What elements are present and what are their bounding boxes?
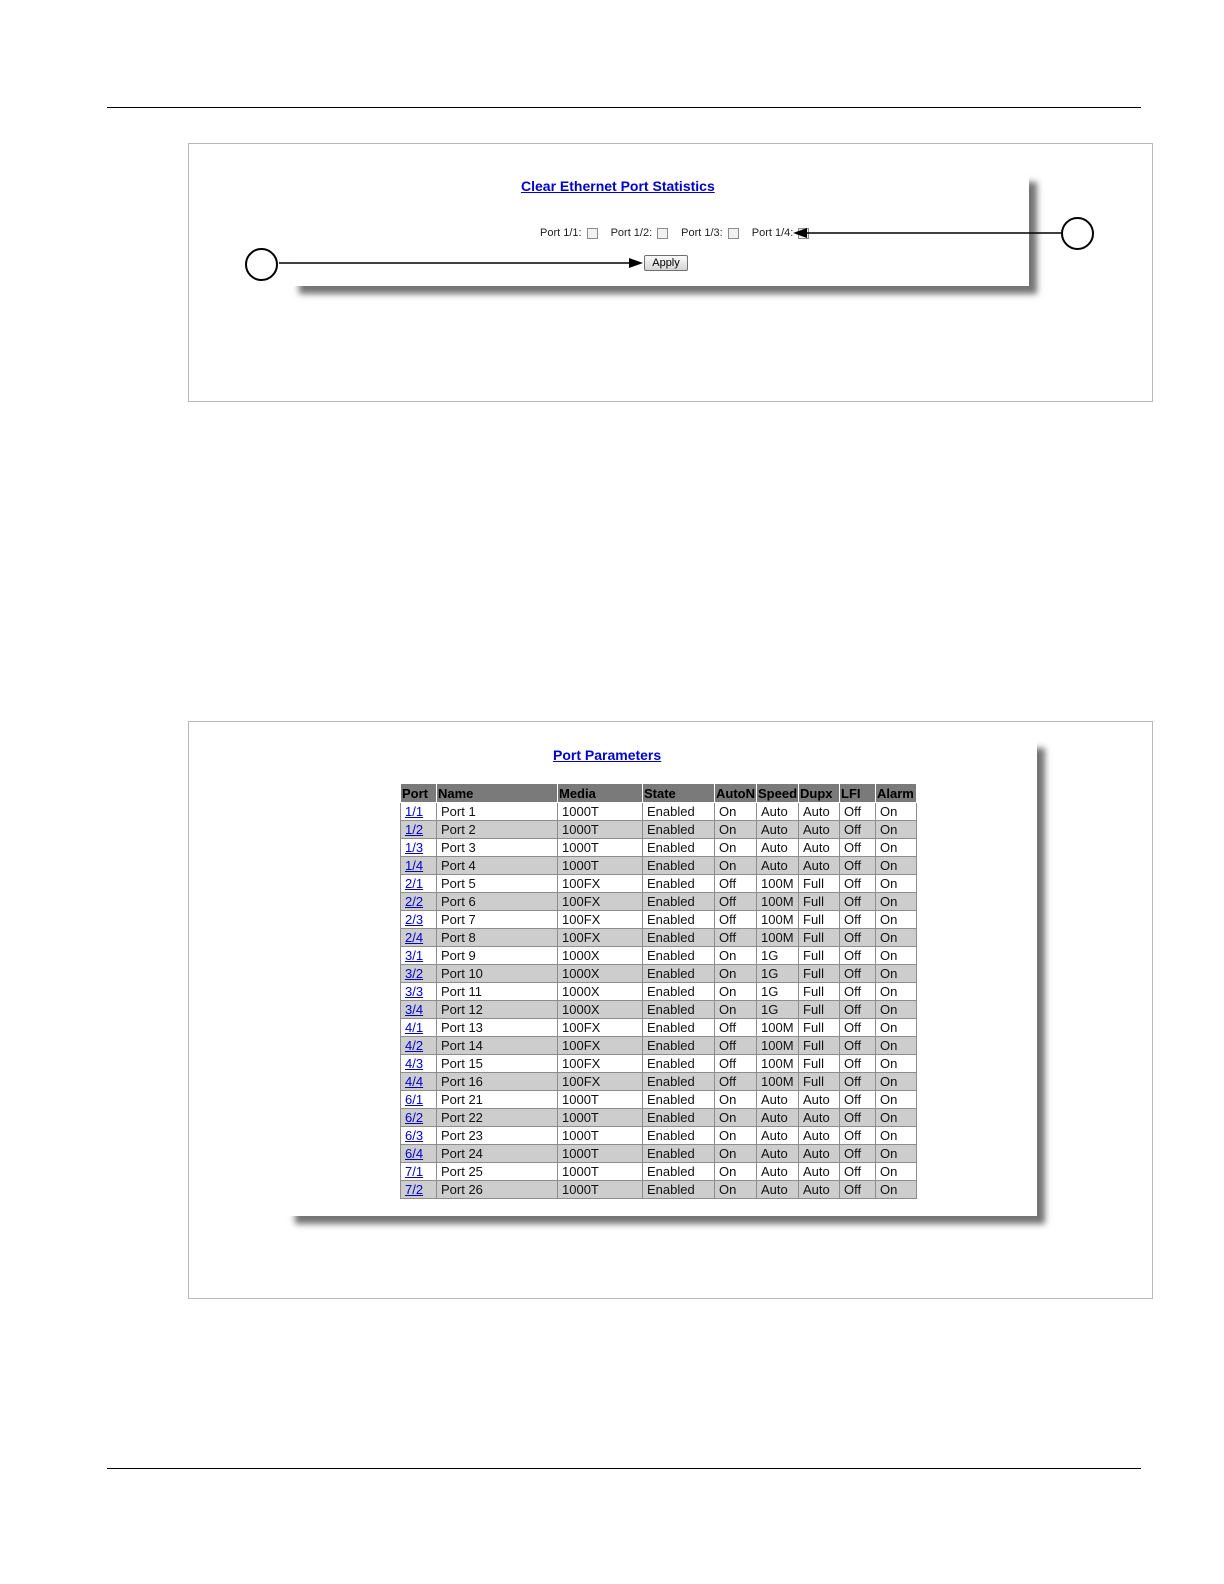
port-lfi-cell: Off (840, 1127, 876, 1145)
port-state-cell: Enabled (643, 965, 715, 983)
port-alarm-cell: On (876, 1055, 917, 1073)
port-speed-cell: Auto (757, 821, 799, 839)
port-link[interactable]: 6/4 (405, 1146, 424, 1161)
port-state-cell: Enabled (643, 1037, 715, 1055)
port-media-cell: 1000T (558, 857, 643, 875)
callout-arrows (189, 144, 1152, 401)
port-link-cell (401, 983, 437, 1001)
port-lfi-cell: Off (840, 983, 876, 1001)
port-media-cell: 1000X (558, 965, 643, 983)
port-duplex-cell: Auto (799, 839, 840, 857)
column-header: Dupx (799, 784, 840, 803)
port-speed-cell: Auto (757, 1163, 799, 1181)
port-link-cell (401, 1091, 437, 1109)
port-link-cell (401, 1019, 437, 1037)
port-media-cell: 100FX (558, 911, 643, 929)
table-row (401, 1037, 917, 1055)
table-row (401, 875, 917, 893)
table-row (401, 1181, 917, 1199)
port-label: Port 1/1: (540, 227, 582, 239)
port-media-cell: 1000T (558, 1091, 643, 1109)
port-state-cell: Enabled (643, 857, 715, 875)
port-parameters-body (401, 803, 917, 1199)
port-state-cell: Enabled (643, 1073, 715, 1091)
port-media-cell: 1000T (558, 803, 643, 821)
port-link[interactable]: 2/2 (405, 894, 424, 909)
column-header: State (643, 784, 715, 803)
port-alarm-cell: On (876, 1145, 917, 1163)
table-row (401, 911, 917, 929)
port-link-cell (401, 947, 437, 965)
port-lfi-cell: Off (840, 1019, 876, 1037)
port-speed-cell: Auto (757, 1091, 799, 1109)
port-media-cell: 1000X (558, 947, 643, 965)
port-link-cell (401, 803, 437, 821)
port-media-cell: 1000T (558, 1109, 643, 1127)
port-parameters-title[interactable]: Port Parameters (553, 747, 662, 763)
port-state-cell: Enabled (643, 1019, 715, 1037)
port-link[interactable]: 4/3 (405, 1056, 424, 1071)
port-link-cell (401, 1109, 437, 1127)
port-duplex-cell: Full (799, 983, 840, 1001)
port-media-cell: 1000X (558, 1001, 643, 1019)
port-link[interactable]: 1/2 (405, 822, 424, 837)
port-link[interactable]: 4/4 (405, 1074, 424, 1089)
port-alarm-cell: On (876, 803, 917, 821)
port-state-cell: Enabled (643, 893, 715, 911)
port-alarm-cell: On (876, 1037, 917, 1055)
table-row (401, 965, 917, 983)
port-speed-cell: 100M (757, 1019, 799, 1037)
port-state-cell: Enabled (643, 821, 715, 839)
port-state-cell: Enabled (643, 1145, 715, 1163)
table-row (401, 1109, 917, 1127)
port-media-cell: 1000T (558, 1163, 643, 1181)
column-header: Port (401, 784, 437, 803)
port-name-cell: Port 14 (437, 1037, 558, 1055)
port-link[interactable]: 4/2 (405, 1038, 424, 1053)
table-row (401, 1055, 917, 1073)
port-alarm-cell: On (876, 1001, 917, 1019)
port-duplex-cell: Auto (799, 1145, 840, 1163)
port-state-cell: Enabled (643, 947, 715, 965)
port-auton-cell: On (715, 1127, 757, 1145)
port-alarm-cell: On (876, 893, 917, 911)
table-row (401, 1073, 917, 1091)
port-label: Port 1/2: (610, 227, 653, 239)
column-header: LFI (840, 784, 876, 803)
port-alarm-cell: On (876, 1109, 917, 1127)
port-lfi-cell: Off (840, 965, 876, 983)
port-media-cell: 100FX (558, 1037, 643, 1055)
port-auton-cell: On (715, 1181, 757, 1199)
port-lfi-cell: Off (840, 1145, 876, 1163)
port-name-cell: Port 16 (437, 1073, 558, 1091)
port-name-cell: Port 23 (437, 1127, 558, 1145)
port-alarm-cell: On (876, 1163, 917, 1181)
port-name-cell: Port 15 (437, 1055, 558, 1073)
port-speed-cell: 1G (757, 947, 799, 965)
port-speed-cell: Auto (757, 1181, 799, 1199)
port-state-cell: Enabled (643, 911, 715, 929)
port-duplex-cell: Full (799, 1055, 840, 1073)
port-speed-cell: 1G (757, 983, 799, 1001)
port-media-cell: 1000T (558, 1181, 643, 1199)
port-link-cell (401, 1181, 437, 1199)
port-link-cell (401, 893, 437, 911)
port-state-cell: Enabled (643, 1001, 715, 1019)
port-state-cell: Enabled (643, 839, 715, 857)
port-duplex-cell: Auto (799, 1181, 840, 1199)
port-link-cell (401, 929, 437, 947)
port-auton-cell: On (715, 857, 757, 875)
port-speed-cell: 1G (757, 965, 799, 983)
port-label: Port 1/4: (751, 227, 794, 239)
port-speed-cell: 100M (757, 1073, 799, 1091)
port-auton-cell: Off (715, 875, 757, 893)
port-alarm-cell: On (876, 911, 917, 929)
clear-statistics-title[interactable]: Clear Ethernet Port Statistics (521, 178, 715, 194)
callout-circle-right (1061, 217, 1094, 250)
port-link-cell (401, 965, 437, 983)
port-duplex-cell: Auto (799, 1091, 840, 1109)
port-name-cell: Port 9 (437, 947, 558, 965)
port-auton-cell: On (715, 1145, 757, 1163)
port-alarm-cell: On (876, 929, 917, 947)
port-lfi-cell: Off (840, 1163, 876, 1181)
port-lfi-cell: Off (840, 857, 876, 875)
table-row (401, 803, 917, 821)
port-media-cell: 100FX (558, 875, 643, 893)
port-link[interactable]: 2/4 (405, 930, 424, 945)
port-lfi-cell: Off (840, 821, 876, 839)
port-link[interactable]: 3/1 (405, 948, 424, 963)
port-auton-cell: On (715, 821, 757, 839)
header-rule (107, 107, 1141, 108)
callout-arrowhead-right (793, 228, 807, 238)
port-auton-cell: On (715, 1109, 757, 1127)
port-state-cell: Enabled (643, 929, 715, 947)
port-link-cell (401, 1163, 437, 1181)
port-duplex-cell: Full (799, 947, 840, 965)
port-state-cell: Enabled (643, 1127, 715, 1145)
port-link[interactable]: 2/3 (405, 912, 424, 927)
port-alarm-cell: On (876, 875, 917, 893)
port-media-cell: 1000T (558, 1127, 643, 1145)
port-state-cell: Enabled (643, 1091, 715, 1109)
port-link-cell (401, 1127, 437, 1145)
port-name-cell: Port 25 (437, 1163, 558, 1181)
port-auton-cell: On (715, 839, 757, 857)
port-alarm-cell: On (876, 857, 917, 875)
port-alarm-cell: On (876, 983, 917, 1001)
port-auton-cell: Off (715, 1037, 757, 1055)
port-lfi-cell: Off (840, 1109, 876, 1127)
port-alarm-cell: On (876, 1127, 917, 1145)
port-auton-cell: Off (715, 929, 757, 947)
port-auton-cell: On (715, 947, 757, 965)
port-link-cell (401, 1073, 437, 1091)
port-speed-cell: 100M (757, 929, 799, 947)
table-row (401, 1091, 917, 1109)
port-speed-cell: Auto (757, 839, 799, 857)
port-state-cell: Enabled (643, 875, 715, 893)
port-link[interactable]: 6/3 (405, 1128, 424, 1143)
port-speed-cell: 100M (757, 875, 799, 893)
port-media-cell: 100FX (558, 1073, 643, 1091)
port-duplex-cell: Full (799, 1037, 840, 1055)
port-media-cell: 100FX (558, 1019, 643, 1037)
port-lfi-cell: Off (840, 1055, 876, 1073)
table-row (401, 983, 917, 1001)
port-lfi-cell: Off (840, 929, 876, 947)
port-duplex-cell: Auto (799, 803, 840, 821)
port-speed-cell: Auto (757, 1127, 799, 1145)
port-state-cell: Enabled (643, 803, 715, 821)
port-speed-cell: 100M (757, 1037, 799, 1055)
port-media-cell: 1000T (558, 1145, 643, 1163)
table-header-row (401, 784, 917, 803)
port-link-cell (401, 911, 437, 929)
port-link[interactable]: 3/4 (405, 1002, 424, 1017)
port-alarm-cell: On (876, 965, 917, 983)
table-row (401, 1019, 917, 1037)
port-name-cell: Port 2 (437, 821, 558, 839)
port-name-cell: Port 10 (437, 965, 558, 983)
table-row (401, 839, 917, 857)
footer-rule (107, 1468, 1141, 1469)
port-duplex-cell: Auto (799, 821, 840, 839)
port-media-cell: 100FX (558, 1055, 643, 1073)
port-duplex-cell: Full (799, 893, 840, 911)
port-lfi-cell: Off (840, 893, 876, 911)
port-lfi-cell: Off (840, 947, 876, 965)
port-name-cell: Port 6 (437, 893, 558, 911)
port-link-cell (401, 839, 437, 857)
port-auton-cell: Off (715, 1073, 757, 1091)
port-duplex-cell: Full (799, 929, 840, 947)
port-alarm-cell: On (876, 1019, 917, 1037)
column-header: Media (558, 784, 643, 803)
port-media-cell: 1000T (558, 821, 643, 839)
port-state-cell: Enabled (643, 1109, 715, 1127)
port-speed-cell: 1G (757, 1001, 799, 1019)
table-row (401, 1163, 917, 1181)
port-speed-cell: Auto (757, 1145, 799, 1163)
port-media-cell: 1000T (558, 839, 643, 857)
port-speed-cell: Auto (757, 1109, 799, 1127)
port-name-cell: Port 26 (437, 1181, 558, 1199)
column-header: Name (437, 784, 558, 803)
port-duplex-cell: Auto (799, 1127, 840, 1145)
port-name-cell: Port 21 (437, 1091, 558, 1109)
port-alarm-cell: On (876, 1181, 917, 1199)
port-alarm-cell: On (876, 1073, 917, 1091)
port-lfi-cell: Off (840, 911, 876, 929)
port-lfi-cell: Off (840, 1037, 876, 1055)
port-media-cell: 100FX (558, 929, 643, 947)
port-lfi-cell: Off (840, 803, 876, 821)
table-row (401, 821, 917, 839)
port-parameters-table (400, 783, 917, 1199)
port-name-cell: Port 4 (437, 857, 558, 875)
port-alarm-cell: On (876, 839, 917, 857)
port-name-cell: Port 3 (437, 839, 558, 857)
port-duplex-cell: Full (799, 965, 840, 983)
port-lfi-cell: Off (840, 1073, 876, 1091)
apply-button[interactable]: Apply (644, 255, 688, 271)
port-media-cell: 1000X (558, 983, 643, 1001)
port-link[interactable]: 1/3 (405, 840, 424, 855)
port-lfi-cell: Off (840, 875, 876, 893)
column-header: Alarm (876, 784, 917, 803)
port-link[interactable]: 2/1 (405, 876, 424, 891)
port-speed-cell: Auto (757, 857, 799, 875)
port-auton-cell: Off (715, 1055, 757, 1073)
port-auton-cell: On (715, 965, 757, 983)
port-state-cell: Enabled (643, 1181, 715, 1199)
port-alarm-cell: On (876, 1091, 917, 1109)
callout-arrowhead-left (629, 258, 643, 268)
port-link-cell (401, 857, 437, 875)
table-row (401, 1001, 917, 1019)
port-link[interactable]: 6/1 (405, 1092, 424, 1107)
port-state-cell: Enabled (643, 983, 715, 1001)
port-duplex-cell: Full (799, 1019, 840, 1037)
port-link[interactable]: 7/1 (405, 1164, 424, 1179)
port-name-cell: Port 12 (437, 1001, 558, 1019)
port-auton-cell: On (715, 1163, 757, 1181)
port-name-cell: Port 24 (437, 1145, 558, 1163)
port-link-cell (401, 1145, 437, 1163)
figure-clear-statistics (188, 143, 1153, 402)
table-row (401, 1127, 917, 1145)
port-speed-cell: 100M (757, 911, 799, 929)
port-duplex-cell: Auto (799, 1109, 840, 1127)
port-name-cell: Port 8 (437, 929, 558, 947)
port-name-cell: Port 7 (437, 911, 558, 929)
port-auton-cell: Off (715, 1019, 757, 1037)
port-speed-cell: 100M (757, 1055, 799, 1073)
port-link[interactable]: 1/4 (405, 858, 424, 873)
port-auton-cell: On (715, 1001, 757, 1019)
port-auton-cell: On (715, 803, 757, 821)
port-media-cell: 100FX (558, 893, 643, 911)
table-row (401, 929, 917, 947)
port-link-cell (401, 1037, 437, 1055)
port-link[interactable]: 6/2 (405, 1110, 424, 1125)
port-duplex-cell: Auto (799, 1163, 840, 1181)
port-alarm-cell: On (876, 821, 917, 839)
callout-circle-left (245, 248, 278, 281)
table-row (401, 1145, 917, 1163)
port-link[interactable]: 3/2 (405, 966, 424, 981)
port-lfi-cell: Off (840, 1181, 876, 1199)
port-auton-cell: Off (715, 893, 757, 911)
port-duplex-cell: Full (799, 1001, 840, 1019)
column-header: AutoN (716, 785, 755, 801)
port-state-cell: Enabled (643, 1163, 715, 1181)
port-link-cell (401, 875, 437, 893)
port-speed-cell: 100M (757, 893, 799, 911)
port-name-cell: Port 11 (437, 983, 558, 1001)
port-link-cell (401, 1055, 437, 1073)
table-row (401, 893, 917, 911)
port-link[interactable]: 1/1 (405, 804, 424, 819)
port-duplex-cell: Full (799, 911, 840, 929)
table-row (401, 857, 917, 875)
port-link[interactable]: 3/3 (405, 984, 424, 999)
port-link[interactable]: 7/2 (405, 1182, 424, 1197)
port-alarm-cell: On (876, 947, 917, 965)
port-label: Port 1/3: (681, 227, 723, 239)
port-duplex-cell: Full (799, 875, 840, 893)
port-name-cell: Port 1 (437, 803, 558, 821)
port-lfi-cell: Off (840, 1001, 876, 1019)
port-duplex-cell: Auto (799, 857, 840, 875)
port-name-cell: Port 22 (437, 1109, 558, 1127)
figure-port-parameters (188, 721, 1153, 1299)
port-link-cell (401, 821, 437, 839)
column-header: Speed (758, 785, 798, 801)
port-auton-cell: On (715, 1091, 757, 1109)
port-lfi-cell: Off (840, 1091, 876, 1109)
port-speed-cell: Auto (757, 803, 799, 821)
port-state-cell: Enabled (643, 1055, 715, 1073)
port-auton-cell: On (715, 983, 757, 1001)
port-link[interactable]: 4/1 (405, 1020, 424, 1035)
port-name-cell: Port 13 (437, 1019, 558, 1037)
port-link-cell (401, 1001, 437, 1019)
port-auton-cell: Off (715, 911, 757, 929)
port-duplex-cell: Full (799, 1073, 840, 1091)
table-row (401, 947, 917, 965)
port-lfi-cell: Off (840, 839, 876, 857)
port-name-cell: Port 5 (437, 875, 558, 893)
